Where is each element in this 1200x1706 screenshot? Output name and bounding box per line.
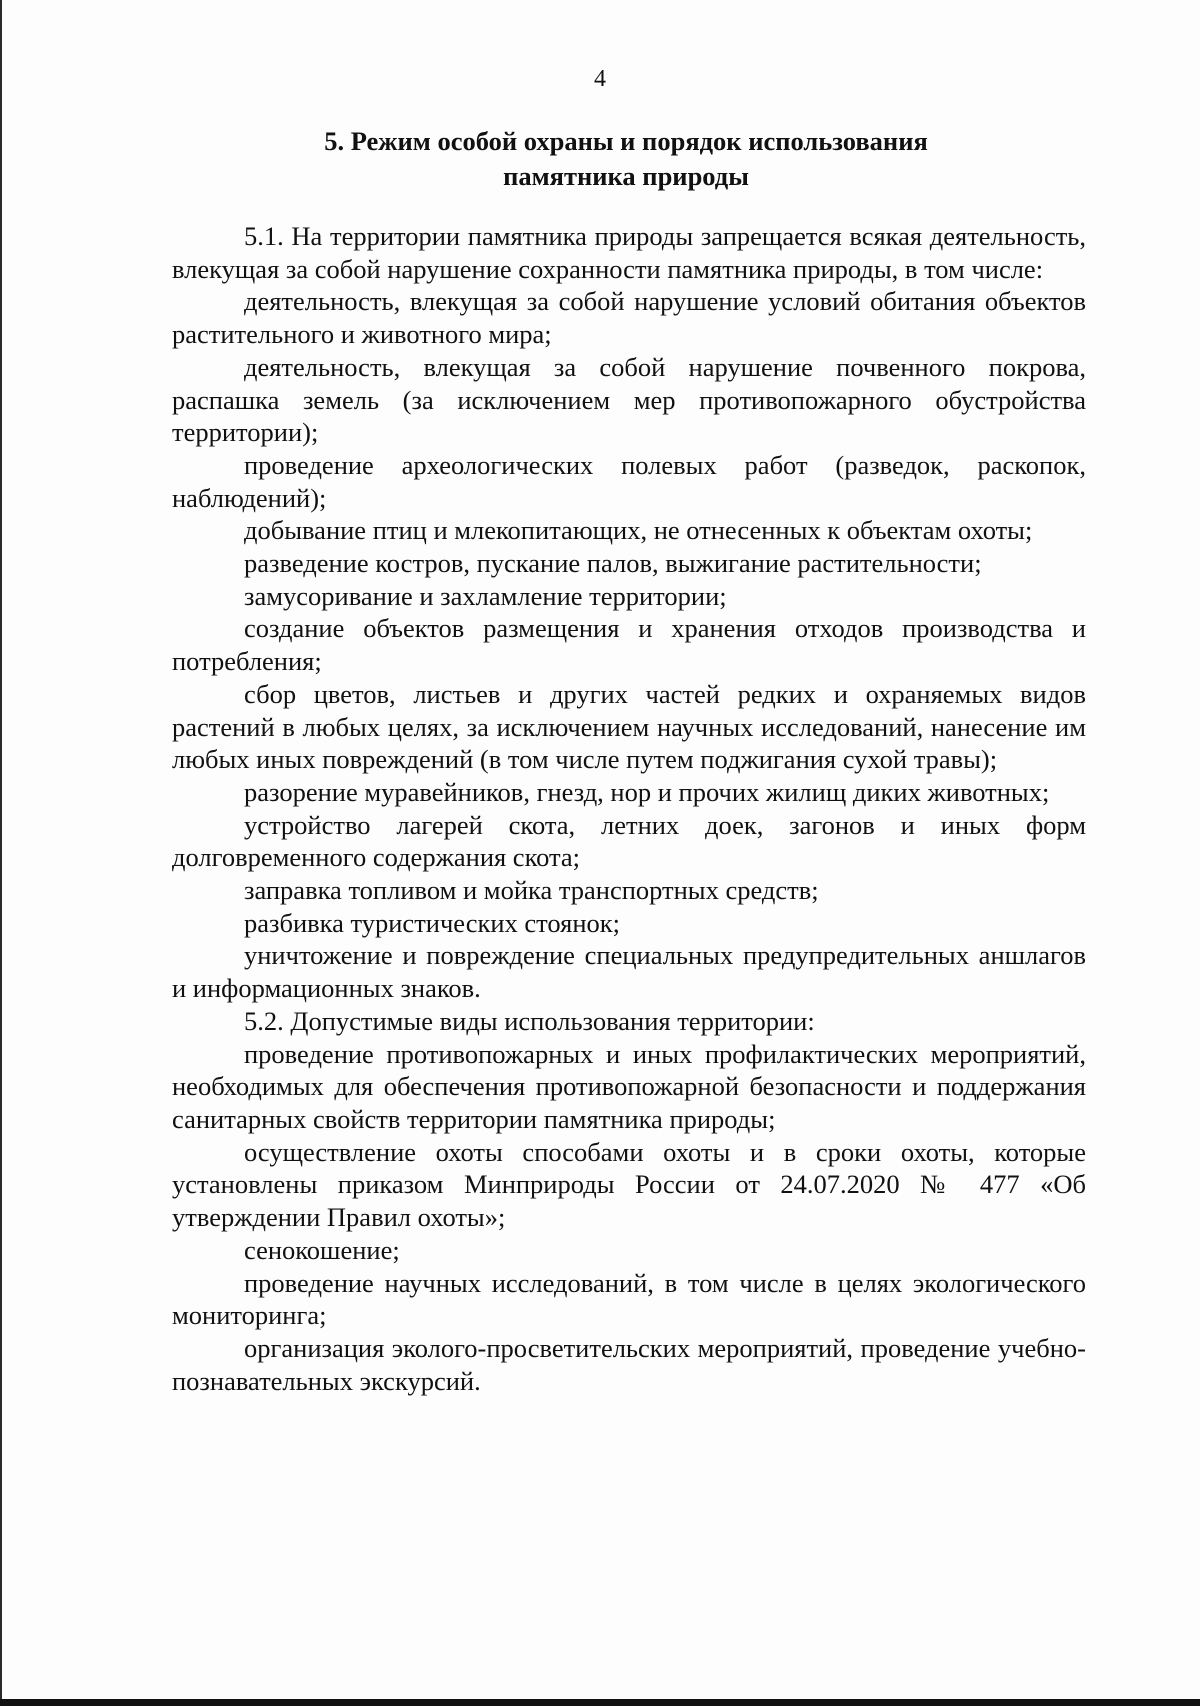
list-item: проведение противопожарных и иных профилактических мероприятий, необходимых для обеспечения противопожарной безопасности и поддержания санитарных свойств территории памятника природы; — [172, 1038, 1086, 1134]
list-item: деятельность, влекущая за собой нарушение почвенного покрова, распашка земель (за исключением мер противопожарного обустройства территории); — [172, 351, 1086, 448]
list-item: проведение научных исследований, в том числе в целях экологического мониторинга; — [172, 1267, 1086, 1331]
list-item: устройство лагерей скота, летних доек, загонов и иных форм долговременного содержания скота; — [172, 809, 1086, 873]
list-item: разбивка туристических стоянок; — [244, 907, 620, 938]
scan-edge-left — [0, 0, 2, 1706]
scan-edge-bottom — [0, 1699, 1200, 1706]
list-item: разорение муравейников, гнезд, нор и прочих жилищ диких животных; — [244, 776, 1050, 807]
list-item: сбор цветов, листьев и других частей редких и охраняемых видов растений в любых целях, за исключением научных исследований, нанесение им любых иных повреждений (в том числе путем поджигания сухой травы); — [172, 678, 1086, 775]
paragraph-5-1-intro: 5.1. На территории памятника природы запрещается всякая деятельность, влекущая за собой нарушение сохранности памятника природы, в том числе: — [172, 221, 1086, 284]
section-title-line: 5. Режим особой охраны и порядок использования — [324, 126, 928, 156]
document-body — [172, 220, 1086, 1397]
page-number: 4 — [594, 66, 606, 92]
section-title-line: памятника природы — [503, 161, 749, 191]
section-title — [170, 124, 1082, 194]
list-item: замусоривание и захламление территории; — [244, 580, 727, 611]
list-item: организация эколого-просветительских мероприятий, проведение учебно-познавательных экскурсий. — [172, 1332, 1086, 1396]
list-item: уничтожение и повреждение специальных предупредительных аншлагов и информационных знаков. — [172, 940, 1086, 1004]
list-item: заправка топливом и мойка транспортных средств; — [244, 875, 819, 906]
list-item: сенокошение; — [244, 1234, 400, 1265]
paragraph-5-2-intro: 5.2. Допустимые виды использования территории: — [244, 1005, 815, 1036]
list-item: добывание птиц и млекопитающих, не отнесенных к объектам охоты; — [244, 515, 1033, 546]
list-item: проведение археологических полевых работ (разведок, раскопок, наблюдений); — [172, 449, 1086, 513]
list-item: деятельность, влекущая за собой нарушение условий обитания объектов растительного и животного мира; — [172, 286, 1086, 350]
list-item: осуществление охоты способами охоты и в сроки охоты, которые установлены приказом Минприроды России от 24.07.2020 № 477 «Об утверждении Правил охоты»; — [172, 1136, 1086, 1233]
list-item: разведение костров, пускание палов, выжигание растительности; — [244, 548, 982, 579]
list-item: создание объектов размещения и хранения отходов производства и потребления; — [172, 613, 1086, 677]
